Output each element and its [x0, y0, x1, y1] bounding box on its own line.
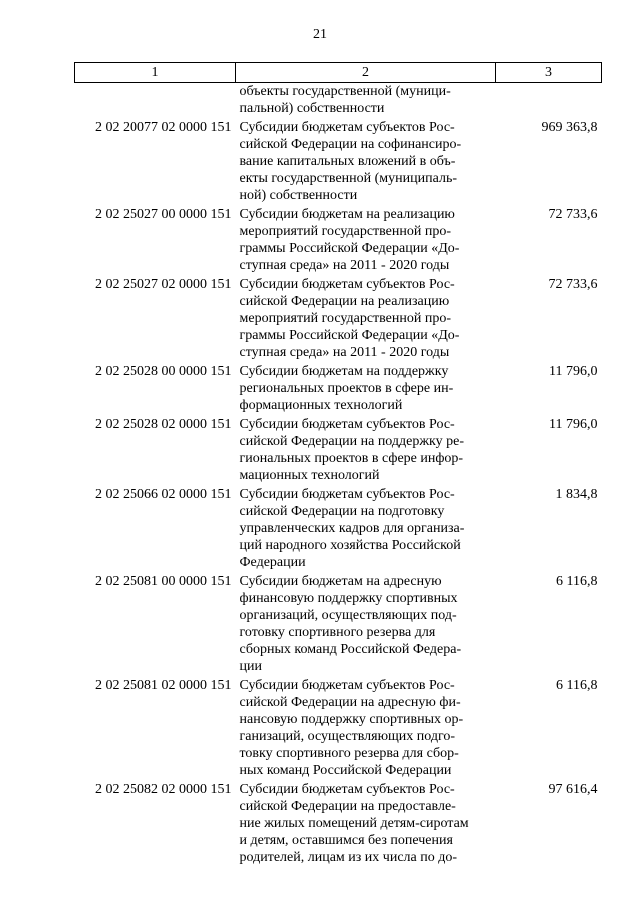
column-header-description: 2 — [236, 63, 496, 83]
row-code: 2 02 25081 00 0000 151 — [95, 574, 232, 589]
page-number: 21 — [313, 27, 327, 42]
row-code: 2 02 25027 02 0000 151 — [95, 277, 232, 292]
row-description: Субсидии бюджетам субъектов Рос- сийской Федерации на поддержку ре- гиональных проектов в сфере инфор- мационных технологий — [239, 417, 465, 483]
table-row — [75, 119, 602, 206]
row-amount: 11 796,0 — [549, 417, 598, 432]
row-code: 2 02 25028 00 0000 151 — [95, 364, 232, 379]
row-description: объекты государственной (муници- пальной) собственности — [239, 84, 451, 116]
budget-table — [74, 62, 602, 868]
row-description: Субсидии бюджетам субъектов Рос- сийской Федерации на софинансиро- вание капитальных вложений в объ- екты государственной (муниципаль- ной) собственности — [239, 120, 462, 203]
row-description: Субсидии бюджетам субъектов Рос- сийской Федерации на предоставле- ние жилых помещений детям-сиротам и детям, оставшимся без попечения родителей, лицам из их числа по до- — [239, 782, 469, 865]
table-row — [75, 276, 602, 363]
row-description: Субсидии бюджетам на поддержку региональных проектов в сфере ин- формационных технологий — [239, 364, 454, 413]
row-description: Субсидии бюджетам на реализацию мероприятий государственной про- граммы Российской Федерации «До- ступная среда» на 2011 - 2020 годы — [239, 207, 460, 273]
row-amount: 72 733,6 — [548, 277, 598, 292]
table-header-row — [75, 63, 602, 83]
table-row — [75, 363, 602, 416]
row-amount: 11 796,0 — [549, 364, 598, 379]
row-code: 2 02 20077 02 0000 151 — [95, 120, 232, 135]
row-description: Субсидии бюджетам субъектов Рос- сийской Федерации на адресную фи- нансовую поддержку спортивных ор- ганизаций, осуществляющих подго- товку спортивного резерва для сбор- ных команд Российской Федерации — [239, 678, 464, 778]
row-amount: 6 116,8 — [556, 574, 598, 589]
row-description: Субсидии бюджетам субъектов Рос- сийской Федерации на реализацию мероприятий государственной про- граммы Российской Федерации «До- ступная среда» на 2011 - 2020 годы — [239, 277, 460, 360]
table-row — [75, 416, 602, 486]
row-code: 2 02 25027 00 0000 151 — [95, 207, 232, 222]
table-row — [75, 573, 602, 677]
table-row — [75, 83, 602, 120]
row-amount: 1 834,8 — [555, 487, 598, 502]
row-amount: 72 733,6 — [548, 207, 598, 222]
row-code — [75, 83, 236, 120]
row-amount: 6 116,8 — [556, 678, 598, 693]
row-code: 2 02 25081 02 0000 151 — [95, 678, 232, 693]
table-row — [75, 677, 602, 781]
row-code: 2 02 25066 02 0000 151 — [95, 487, 232, 502]
row-amount: 969 363,8 — [541, 120, 598, 135]
row-description: Субсидии бюджетам субъектов Рос- сийской Федерации на подготовку управленческих кадров для организа- ций народного хозяйства Российской Федерации — [239, 487, 465, 570]
row-amount: 97 616,4 — [548, 782, 598, 797]
row-amount — [496, 83, 602, 120]
table-row — [75, 781, 602, 868]
table-row — [75, 486, 602, 573]
table-row — [75, 206, 602, 276]
row-code: 2 02 25028 02 0000 151 — [95, 417, 232, 432]
row-code: 2 02 25082 02 0000 151 — [95, 782, 232, 797]
row-description: Субсидии бюджетам на адресную финансовую поддержку спортивных организаций, осуществляющих под- готовку спортивного резерва для сборных команд Российской Федера- ции — [239, 574, 462, 674]
column-header-amount: 3 — [496, 63, 602, 83]
column-header-code: 1 — [75, 63, 236, 83]
